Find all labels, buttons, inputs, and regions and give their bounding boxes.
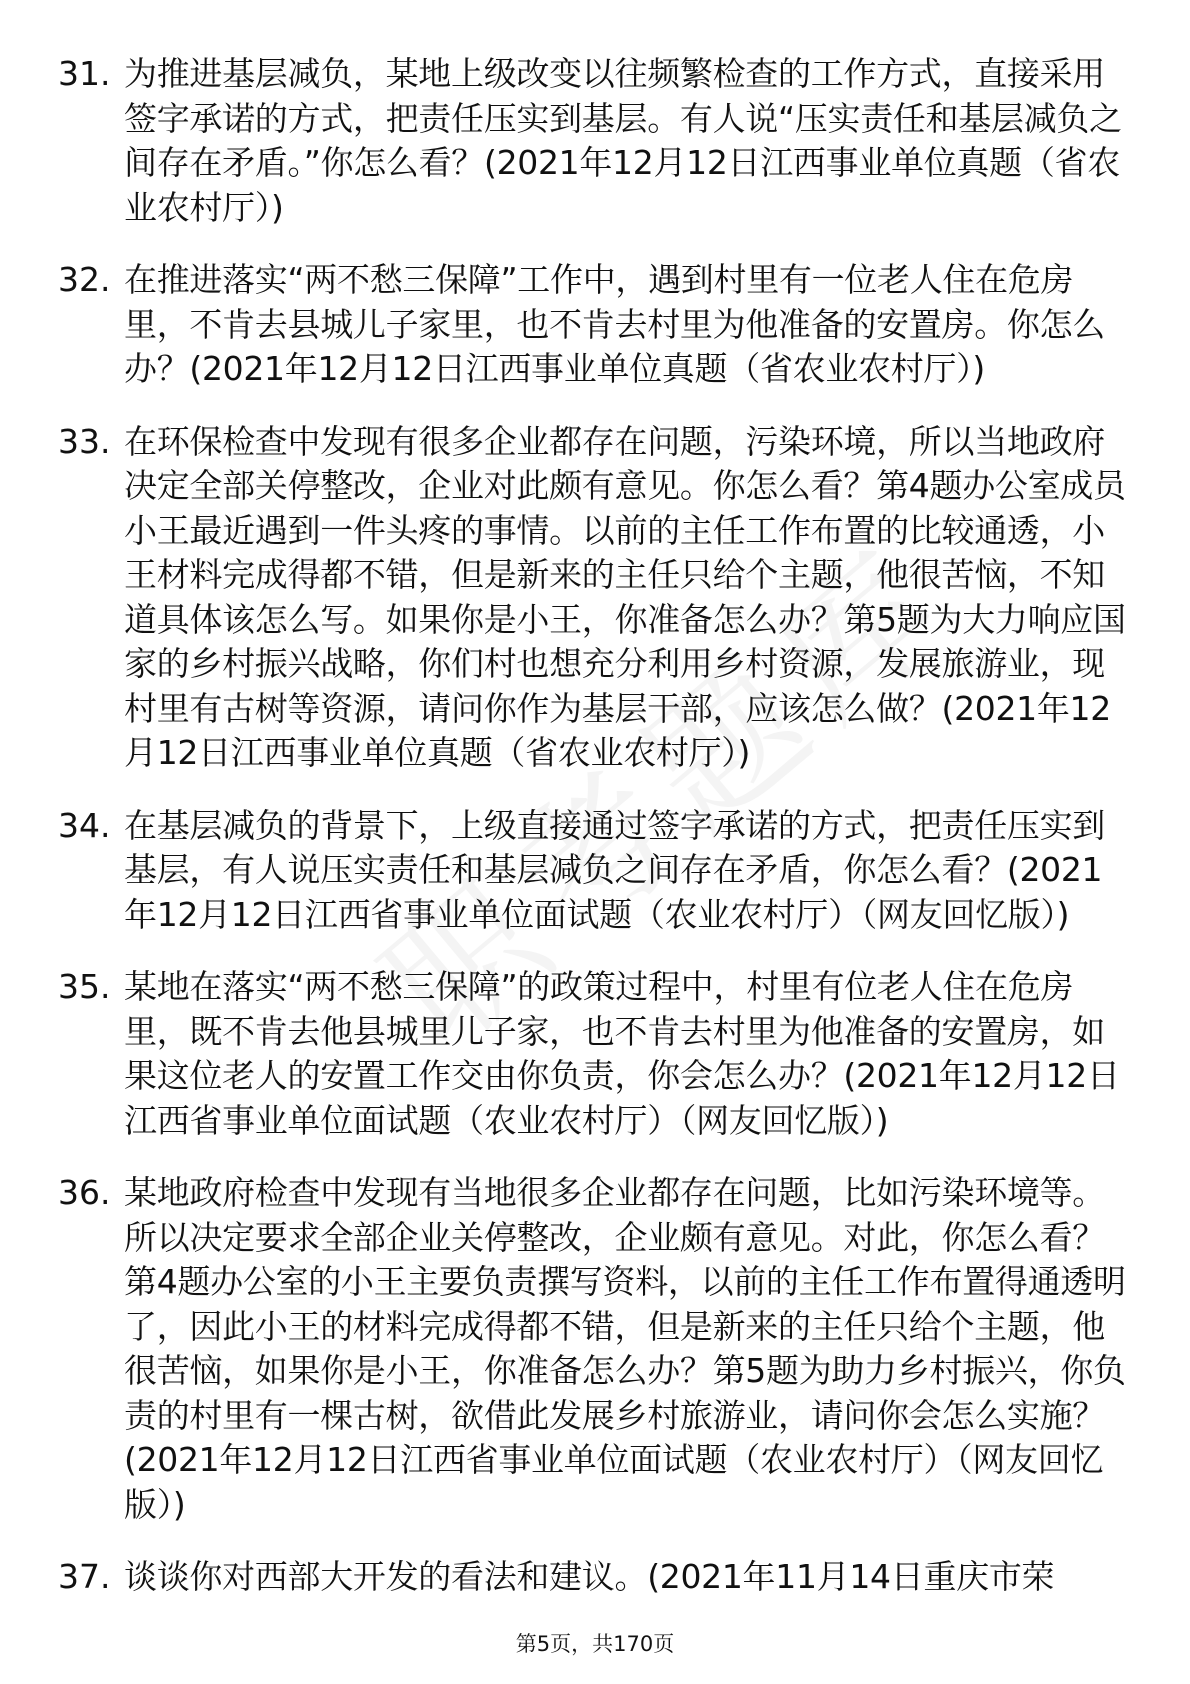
question-text: 在推进落实“两不愁三保障”工作中，遇到村里有一位老人住在危房里，不肯去县城儿子家里，也不肯去村里为他准备的安置房。你怎么办？(2021年12月12日江西事业单位真题（省农业农村厅）) <box>124 260 1106 388</box>
question-text: 某地政府检查中发现有当地很多企业都存在问题，比如污染环境等。所以决定要求全部企业关停整改，企业颇有意见。对此，你怎么看？第4题办公室的小王主要负责撰写资料，以前的主任工作布置得通透明了，因此小王的材料完成得都不错，但是新来的主任只给个主题，他很苦恼，如果你是小王，你准备怎么办？第5题为助力乡村振兴，你负责的村里有一棵古树，欲借此发展乡村旅游业，请问你会怎么实施？(2021年12月12日江西省事业单位面试题（农业农村厅）（网友回忆版）) <box>124 1173 1126 1524</box>
question-number: 34. <box>58 805 111 845</box>
question-number: 31. <box>58 54 111 93</box>
question-list <box>58 52 1128 1628</box>
question-number: 36. <box>58 1173 111 1212</box>
question-item-36 <box>58 1171 1128 1527</box>
question-number: 37. <box>58 1557 111 1596</box>
question-text: 为推进基层减负，某地上级改变以往频繁检查的工作方式，直接采用签字承诺的方式，把责任压实到基层。有人说“压实责任和基层减负之间存在矛盾。”你怎么看？(2021年12月12日江西事业单位真题（省农业农村厅）) <box>124 54 1122 227</box>
question-number: 32. <box>58 260 111 299</box>
question-text: 谈谈你对西部大开发的看法和建议。(2021年11月14日重庆市荣 <box>124 1557 1055 1596</box>
question-item-31 <box>58 52 1128 230</box>
question-item-37 <box>58 1555 1128 1600</box>
page-footer: 第5页，共170页 <box>515 1632 675 1656</box>
question-text: 在基层减负的背景下，上级直接通过签字承诺的方式，把责任压实到基层，有人说压实责任和基层减负之间存在矛盾，你怎么看？(2021年12月12日江西省事业单位面试题（农业农村厅）（网友回忆版）) <box>124 805 1106 934</box>
question-number: 33. <box>58 421 111 461</box>
question-item-35 <box>58 965 1128 1143</box>
question-text: 在环保检查中发现有很多企业都存在问题，污染环境，所以当地政府决定全部关停整改，企业对此颇有意见。你怎么看？第4题办公室成员小王最近遇到一件头疼的事情。以前的主任工作布置的比较通透，小王材料完成得都不错，但是新来的主任只给个主题，他很苦恼，不知道具体该怎么写。如果你是小王，你准备怎么办？第5题为大力响应国家的乡村振兴战略，你们村也想充分利用乡村资源，发展旅游业，现村里有古树等资源，请问你作为基层干部，应该怎么做？(2021年12月12日江西事业单位真题（省农业农村厅）) <box>124 421 1126 772</box>
question-text: 某地在落实“两不愁三保障”的政策过程中，村里有位老人住在危房里，既不肯去他县城里儿子家，也不肯去村里为他准备的安置房，如果这位老人的安置工作交由你负责，你会怎么办？(2021年12月12日江西省事业单位面试题（农业农村厅）（网友回忆版）) <box>124 967 1120 1140</box>
question-item-34 <box>58 804 1128 938</box>
question-item-32 <box>58 258 1128 392</box>
question-item-33 <box>58 420 1128 776</box>
question-number: 35. <box>58 967 111 1006</box>
